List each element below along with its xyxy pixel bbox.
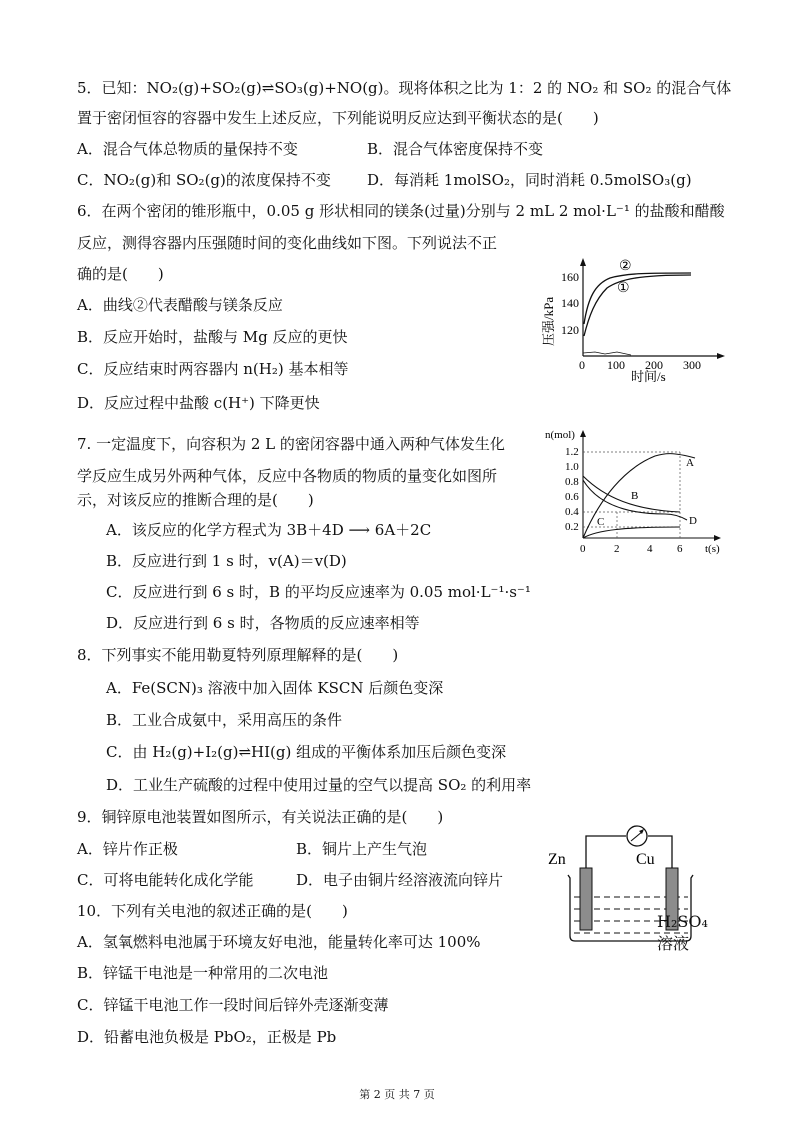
q9-galvanic-cell-diagram	[540, 823, 720, 953]
q6-ytick-120: 120	[561, 323, 579, 337]
q9-option-a: A．锌片作正极	[77, 840, 178, 858]
q5-option-b: B．混合气体密度保持不变	[367, 140, 544, 158]
q7-option-b: B．反应进行到 1 s 时，v(A)＝v(D)	[106, 552, 347, 570]
q7-xtick-4: 4	[647, 543, 653, 555]
q5-stem-line2: 置于密闭恒容的容器中发生上述反应，下列能说明反应达到平衡状态的是( )	[77, 109, 599, 127]
q7-stem-line1: 7. 一定温度下，向容积为 2 L 的密闭容器中通入两种气体发生化	[77, 435, 505, 453]
q7-series-label-c: C	[597, 516, 605, 528]
q9-option-d: D．电子由铜片经溶液流向锌片	[296, 871, 504, 889]
q6-curve-2	[584, 273, 691, 324]
q9-option-b: B．铜片上产生气泡	[296, 840, 428, 858]
q7-ytick-1-2: 1.2	[565, 446, 579, 458]
q7-xtick-2: 2	[614, 543, 620, 555]
q9-option-c: C．可将电能转化成化学能	[77, 871, 254, 889]
q6-option-c: C．反应结束时两容器内 n(H₂) 基本相等	[77, 360, 349, 378]
zn-electrode-label: Zn	[548, 851, 566, 868]
q10-option-a: A．氢氧燃料电池属于环境友好电池，能量转化率可达 100%	[77, 933, 481, 951]
q5-option-c: C．NO₂(g)和 SO₂(g)的浓度保持不变	[77, 171, 331, 189]
q7-ytick-0-2: 0.2	[565, 521, 579, 533]
q7-option-d: D．反应进行到 6 s 时，各物质的反应速率相等	[106, 614, 420, 632]
q6-option-d: D．反应过程中盐酸 c(H⁺) 下降更快	[77, 394, 320, 412]
q7-series-label-a: A	[686, 457, 694, 469]
q7-chart-xlabel: t(s)	[705, 543, 720, 555]
q7-stem-line2: 学反应生成另外两种气体，反应中各物质的物质的量变化如图所	[77, 467, 498, 485]
q6-xtick-200: 200	[645, 358, 663, 372]
q5-stem-line1: 5．已知：NO₂(g)+SO₂(g)⇌SO₃(g)+NO(g)。现将体积之比为 1：2 的 NO₂ 和 SO₂ 的混合气体	[77, 79, 732, 97]
q7-series-label-d: D	[689, 515, 697, 527]
q10-option-b: B．锌锰干电池是一种常用的二次电池	[77, 964, 329, 982]
q6-option-a: A．曲线②代表醋酸与镁条反应	[77, 296, 283, 314]
q7-amount-chart	[545, 428, 730, 563]
q6-pressure-chart	[535, 258, 735, 383]
q8-stem: 8．下列事实不能用勒夏特列原理解释的是( )	[77, 646, 399, 664]
q7-ytick-1-0: 1.0	[565, 461, 579, 473]
q6-xtick-0: 0	[579, 358, 585, 372]
q6-ytick-160: 160	[561, 270, 579, 284]
q8-option-a: A．Fe(SCN)₃ 溶液中加入固体 KSCN 后颜色变深	[106, 679, 444, 697]
q7-chart-ylabel: n(mol)	[545, 429, 575, 441]
q8-option-d: D．工业生产硫酸的过程中使用过量的空气以提高 SO₂ 的利用率	[106, 776, 532, 794]
q7-option-c: C．反应进行到 6 s 时，B 的平均反应速率为 0.05 mol·L⁻¹·s⁻¹	[106, 583, 531, 601]
q5-option-a: A．混合气体总物质的量保持不变	[77, 140, 298, 158]
q6-chart-xlabel: 时间/s	[631, 369, 666, 383]
q7-ytick-0-8: 0.8	[565, 476, 579, 488]
solution-name-label: 溶液	[657, 934, 690, 953]
q6-ytick-140: 140	[561, 296, 579, 310]
q7-stem-line3: 示，对该反应的推断合理的是( )	[77, 491, 314, 509]
page-footer: 第 2 页 共 7 页	[359, 1088, 435, 1101]
zinc-electrode	[580, 868, 592, 930]
solution-formula-label: H₂SO₄	[657, 912, 708, 931]
q6-xtick-100: 100	[607, 358, 625, 372]
q7-curve-c	[583, 527, 680, 538]
q7-ytick-0-6: 0.6	[565, 491, 579, 503]
q8-option-c: C．由 H₂(g)+I₂(g)⇌HI(g) 组成的平衡体系加压后颜色变深	[106, 743, 507, 761]
q8-option-b: B．工业合成氨中，采用高压的条件	[106, 711, 343, 729]
q6-option-b: B．反应开始时，盐酸与 Mg 反应的更快	[77, 328, 348, 346]
q6-chart-ylabel: 压强/kPa	[541, 296, 556, 346]
q6-curve-label-2: ②	[619, 259, 632, 274]
q6-stem-line1: 6．在两个密闭的锥形瓶中，0.05 g 形状相同的镁条(过量)分别与 2 mL 2 mol·L⁻¹ 的盐酸和醋酸	[77, 202, 725, 220]
q5-option-d: D．每消耗 1molSO₂，同时消耗 0.5molSO₃(g)	[367, 171, 692, 189]
q7-ytick-0-4: 0.4	[565, 506, 579, 518]
q7-option-a: A．该反应的化学方程式为 3B＋4D ⟶ 6A＋2C	[106, 521, 432, 539]
q6-stem-line2: 反应，测得容器内压强随时间的变化曲线如下图。下列说法不正	[77, 234, 498, 252]
q6-stem-line3: 确的是( )	[77, 265, 164, 283]
q7-xtick-0: 0	[580, 543, 586, 555]
cu-electrode-label: Cu	[636, 851, 655, 868]
q7-xtick-6: 6	[677, 543, 683, 555]
q10-stem: 10．下列有关电池的叙述正确的是( )	[77, 902, 348, 920]
q6-curve-label-1: ①	[617, 281, 630, 296]
q9-stem: 9．铜锌原电池装置如图所示，有关说法正确的是( )	[77, 808, 444, 826]
q6-xtick-300: 300	[683, 358, 701, 372]
q10-option-d: D．铅蓄电池负极是 PbO₂，正极是 Pb	[77, 1028, 337, 1046]
q7-series-label-b: B	[631, 490, 639, 502]
q10-option-c: C．锌锰干电池工作一段时间后锌外壳逐渐变薄	[77, 996, 389, 1014]
